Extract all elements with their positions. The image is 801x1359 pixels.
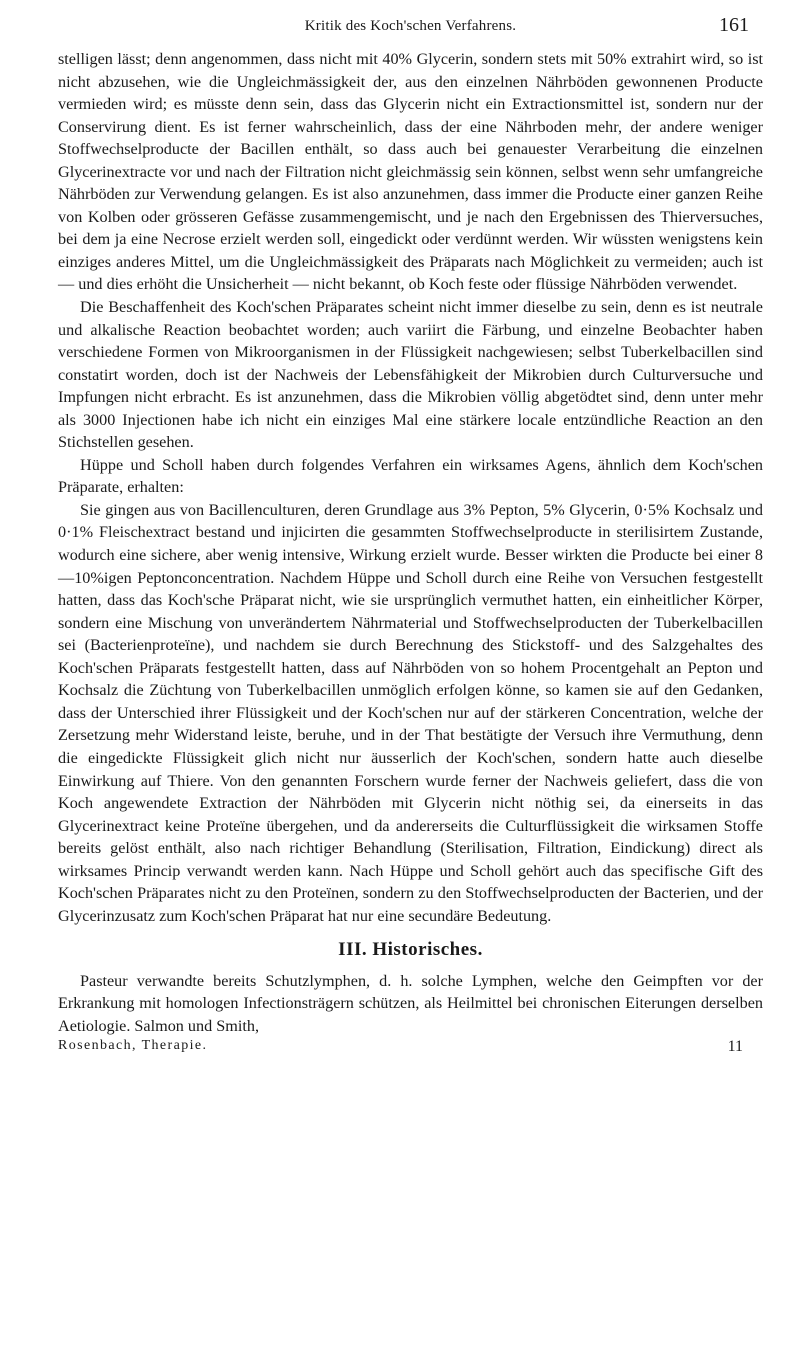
- signature-line: Rosenbach, Therapie.: [58, 1037, 208, 1053]
- paragraph-4: Sie gingen aus von Bacillenculturen, deren Grundlage aus 3% Pepton, 5% Glycerin, 0·5% Kochsalz und 0·1% Fleischextract bestand und injicirten die gesammten Stoffwechselproducte in sterilisirtem Zustande, wodurch eine sichere, aber wenig intensive, Wirkung erzielt wurde. Besser wirkten die Producte bei einer 8—10%igen Peptonconcentration. Nachdem Hüppe und Scholl durch eine Reihe von Versuchen festgestellt hatten, dass das Koch'sche Präparat nicht, wie sie ursprünglich vermuthet hatten, ein einheitlicher Körper, sondern eine Mischung von unverändertem Nährmaterial und Stoffwechselproducten der Tuberkelbacillen sei (Bacterienproteïne), und nachdem sie durch Berechnung des Stickstoff- und des Salzgehaltes des Koch'schen Präparats festgestellt hatten, dass auf Nährböden von so hohem Procentgehalt an Pepton und Kochsalz die Züchtung von Tuberkelbacillen unmöglich erfolgen könne, so kamen sie auf den Gedanken, dass der Unterschied ihrer Flüssigkeit und der Koch'schen nur auf der stärkeren Concentration, welche der Zersetzung mehr Widerstand leiste, beruhe, und in der That bestätigte der Versuch ihre Vermuthung, denn die eingedickte Flüssigkeit glich nicht nur äusserlich der Koch'schen, sondern hatte auch dieselbe Einwirkung auf Thiere. Von den genannten Forschern wurde ferner der Nachweis geliefert, dass die von Koch angewendete Extraction der Nährböden mit Glycerin nicht nöthig sei, da einerseits in das Glycerinextract keine Proteïne übergehen, und da andererseits die Culturflüssigkeit die wirksamen Stoffe bereits gelöst enthält, also nach richtiger Behandlung (Sterilisation, Filtration, Eindickung) direct als wirksames Princip verwandt werden kann. Nach Hüppe und Scholl gehört auch das specifische Gift des Koch'schen Präparates nicht zu den Proteïnen, sondern zu den Stoffwechselproducten der Bacterien, und der Glycerinzusatz zum Koch'schen Präparat hat nur eine secundäre Bedeutung.: [58, 500, 763, 925]
- running-head: Kritik des Koch'schen Verfahrens.: [304, 18, 517, 34]
- page-header: [58, 14, 763, 40]
- paragraph-3: Hüppe und Scholl haben durch folgendes Verfahren ein wirksames Agens, ähnlich dem Koch'schen Präparate, erhalten:: [58, 455, 763, 497]
- page-footer: [58, 1038, 763, 1056]
- section-paragraph: Pasteur verwandte bereits Schutzlymphen, d. h. solche Lymphen, welche den Geimpften vor der Erkrankung mit homologen Infectionsträgern schützen, als Heilmittel bei chronischen Eiterungen derselben Aetiologie. Salmon und Smith,: [58, 971, 763, 1035]
- sheet-number: 11: [727, 1037, 743, 1055]
- paragraph-2: Die Beschaffenheit des Koch'schen Präparates scheint nicht immer dieselbe zu sein, denn es ist neutrale und alkalische Reaction beobachtet worden; auch variirt die Färbung, und einzelne Beobachter haben verschiedene Formen von Mikroorganismen in der Flüssigkeit nachgewiesen; selbst Tuberkelbacillen sind constatirt worden, doch ist der Nachweis der Lebensfähigkeit der Mikrobien durch Culturversuche und Impfungen nicht erbracht. Es ist anzunehmen, dass die Mikrobien völlig abgetödtet sind, denn unter mehr als 3000 Injectionen habe ich nicht ein einziges Mal eine stärkere locale entzündliche Reaction an den Stichstellen gesehen.: [58, 298, 763, 452]
- paragraph-1: stelligen lässt; denn angenommen, dass nicht mit 40% Glycerin, sondern stets mit 50% extrahirt wird, so ist nicht abzusehen, wie die Ungleichmässigkeit der, aus den einzelnen Nährböden gewonnenen Producte vermieden wird; es müsste denn sein, dass das Glycerin nicht ein Extractionsmittel ist, sondern nur der Conservirung dient. Es ist ferner wahrscheinlich, dass der eine Nährboden mehr, der andere weniger Stoffwechselproducte der Bacillen enthält, so dass auch bei genauester Verarbeitung die einzelnen Glycerinextracte vor und nach der Filtration nicht gleichmässig sein können, selbst wenn sehr umfangreiche Nährböden zur Verwendung gelangen. Es ist also anzunehmen, dass immer die Producte einer ganzen Reihe von Kolben oder grösseren Gefässe zusammengemischt, und je nach den Ergebnissen des Thierversuches, bei dem ja eine Necrose erzielt werden soll, eingedickt oder verdünnt werden. Wir wüssten wenigstens kein einziges anderes Mittel, um die Ungleichmässigkeit des Präparats nach Möglichkeit zu vermeiden; auch ist — und dies erhöht die Unsicherheit — nicht bekannt, ob Koch feste oder flüssige Nährböden verwendet.: [58, 50, 763, 294]
- page-number: 161: [719, 14, 749, 36]
- body-text: [58, 48, 763, 1038]
- section-heading: III. Historisches.: [338, 939, 483, 961]
- book-page: [58, 14, 763, 1056]
